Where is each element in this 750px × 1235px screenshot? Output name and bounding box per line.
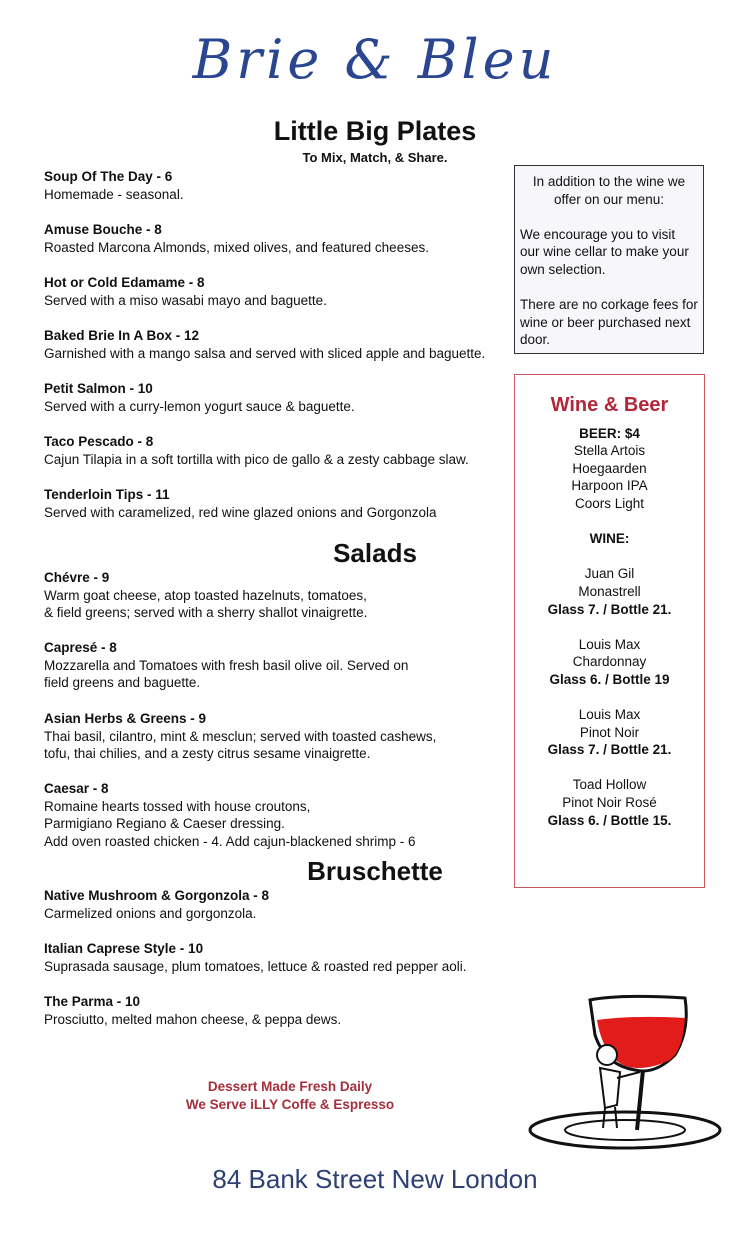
wine-beer-title: Wine & Beer: [550, 394, 669, 416]
dessert-line: Dessert Made Fresh Daily: [207, 1079, 373, 1094]
beer-item: Harpoon IPA: [571, 478, 648, 494]
beer-item: Hoegaarden: [572, 460, 647, 476]
beer-item: Stella Artois: [573, 443, 646, 459]
menu-item: [44, 993, 341, 1028]
wine-variety: Monastrell: [578, 583, 641, 599]
info-box: [514, 165, 704, 354]
menu-item-description: Garnished with a mango salsa and served with sliced apple and baguette.: [44, 345, 486, 361]
menu-item: [44, 274, 327, 309]
wine-variety: Pinot Noir Rosé: [562, 795, 657, 811]
info-text: We encourage you to visit our wine cellar to make your own selection.: [520, 226, 689, 277]
menu-item-description: Warm goat cheese, atop toasted hazelnuts, tomatoes,: [44, 587, 367, 603]
wine-price: Glass 6. / Bottle 19: [549, 671, 670, 687]
menu-item-title: Chévre - 9: [44, 570, 110, 585]
section-title-little-big-plates: Little Big Plates: [273, 116, 477, 146]
wine-price: Glass 7. / Bottle 21.: [547, 601, 672, 617]
wine-variety: Pinot Noir: [579, 724, 640, 740]
menu-item-title: Taco Pescado - 8: [44, 434, 154, 449]
menu-item-title: Capresé - 8: [44, 640, 117, 655]
menu-item: [44, 380, 355, 415]
menu-item-title: Tenderloin Tips - 11: [44, 487, 170, 502]
menu-item-description: Carmelized onions and gorgonzola.: [44, 905, 257, 921]
wine-entry: [515, 689, 704, 759]
menu-item-description: Roasted Marcona Almonds, mixed olives, and featured cheeses.: [44, 239, 429, 255]
wine-variety: Chardonnay: [572, 654, 647, 670]
menu-item-title: Baked Brie In A Box - 12: [44, 328, 200, 343]
wine-name: Toad Hollow: [572, 777, 647, 793]
menu-item-description: Suprasada sausage, plum tomatoes, lettuce & roasted red pepper aoli.: [44, 958, 467, 974]
menu-item-title: Italian Caprese Style - 10: [44, 941, 204, 956]
menu-item: [44, 486, 436, 521]
menu-item-description: Homemade - seasonal.: [44, 186, 184, 202]
menu-item: [44, 327, 485, 362]
menu-item-description: Served with a curry-lemon yogurt sauce & baguette.: [44, 398, 355, 414]
menu-item-title: Asian Herbs & Greens - 9: [44, 711, 207, 726]
menu-item-description: Served with caramelized, red wine glazed onions and Gorgonzola: [44, 504, 437, 520]
menu-item-description: Add oven roasted chicken - 4. Add cajun-blackened shrimp - 6: [44, 833, 416, 849]
menu-item: [44, 639, 408, 692]
menu-item-description: Parmigiano Regiano & Caeser dressing.: [44, 816, 285, 832]
menu-item: [44, 569, 367, 622]
menu-item: [44, 433, 469, 468]
menu-item-title: Caesar - 8: [44, 781, 109, 796]
wine-entry: [515, 548, 704, 618]
wine-name: Juan Gil: [584, 566, 635, 582]
wine-beer-box: [514, 374, 705, 888]
menu-item: [44, 780, 415, 850]
wine-glass-man-illustration: [525, 990, 725, 1160]
wine-label: WINE:: [589, 531, 630, 547]
menu-item: [44, 221, 429, 256]
address: 84 Bank Street New London: [212, 1164, 538, 1194]
menu-item: [44, 887, 269, 922]
menu-item-description: field greens and baguette.: [44, 675, 201, 691]
menu-item-description: & field greens; served with a sherry shallot vinaigrette.: [44, 605, 368, 621]
menu-item-title: The Parma - 10: [44, 994, 141, 1009]
wine-entry: [515, 759, 704, 829]
menu-item-title: Petit Salmon - 10: [44, 381, 153, 396]
wine-name: Louis Max: [578, 636, 641, 652]
wine-name: Louis Max: [578, 707, 641, 723]
dessert-note: [140, 1078, 440, 1114]
section-title-salads: Salads: [333, 538, 417, 568]
section-subtitle: To Mix, Match, & Share.: [302, 150, 448, 165]
brand-logo: Brie & Bleu: [192, 28, 558, 91]
wine-price: Glass 6. / Bottle 15.: [547, 812, 672, 828]
menu-item-description: Mozzarella and Tomatoes with fresh basil olive oil. Served on: [44, 657, 409, 673]
info-text: In addition to the wine we offer on our menu:: [532, 174, 686, 207]
menu-item-description: Cajun Tilapia in a soft tortilla with pico de gallo & a zesty cabbage slaw.: [44, 451, 469, 467]
menu-item: [44, 168, 184, 203]
menu-item-description: Thai basil, cilantro, mint & mesclun; served with toasted cashews,: [44, 728, 437, 744]
beer-item: Coors Light: [574, 495, 645, 511]
menu-item-title: Amuse Bouche - 8: [44, 222, 162, 237]
menu-item-title: Hot or Cold Edamame - 8: [44, 275, 205, 290]
menu-item-description: Romaine hearts tossed with house croutons,: [44, 798, 311, 814]
menu-item: [44, 940, 467, 975]
menu-item-description: tofu, thai chilies, and a zesty citrus sesame vinaigrette.: [44, 746, 371, 762]
beer-label: BEER: $4: [579, 425, 640, 441]
info-text: There are no corkage fees for wine or beer purchased next door.: [520, 297, 698, 348]
menu-item-description: Served with a miso wasabi mayo and baguette.: [44, 292, 327, 308]
menu-item-title: Native Mushroom & Gorgonzola - 8: [44, 888, 270, 903]
menu-item-description: Prosciutto, melted mahon cheese, & peppa dews.: [44, 1011, 342, 1027]
menu-item-title: Soup Of The Day - 6: [44, 169, 173, 184]
wine-price: Glass 7. / Bottle 21.: [547, 742, 672, 758]
section-title-bruschette: Bruschette: [307, 856, 443, 886]
menu-item: [44, 710, 436, 763]
wine-entry: [515, 618, 704, 688]
coffee-line: We Serve iLLY Coffe & Espresso: [185, 1097, 395, 1112]
